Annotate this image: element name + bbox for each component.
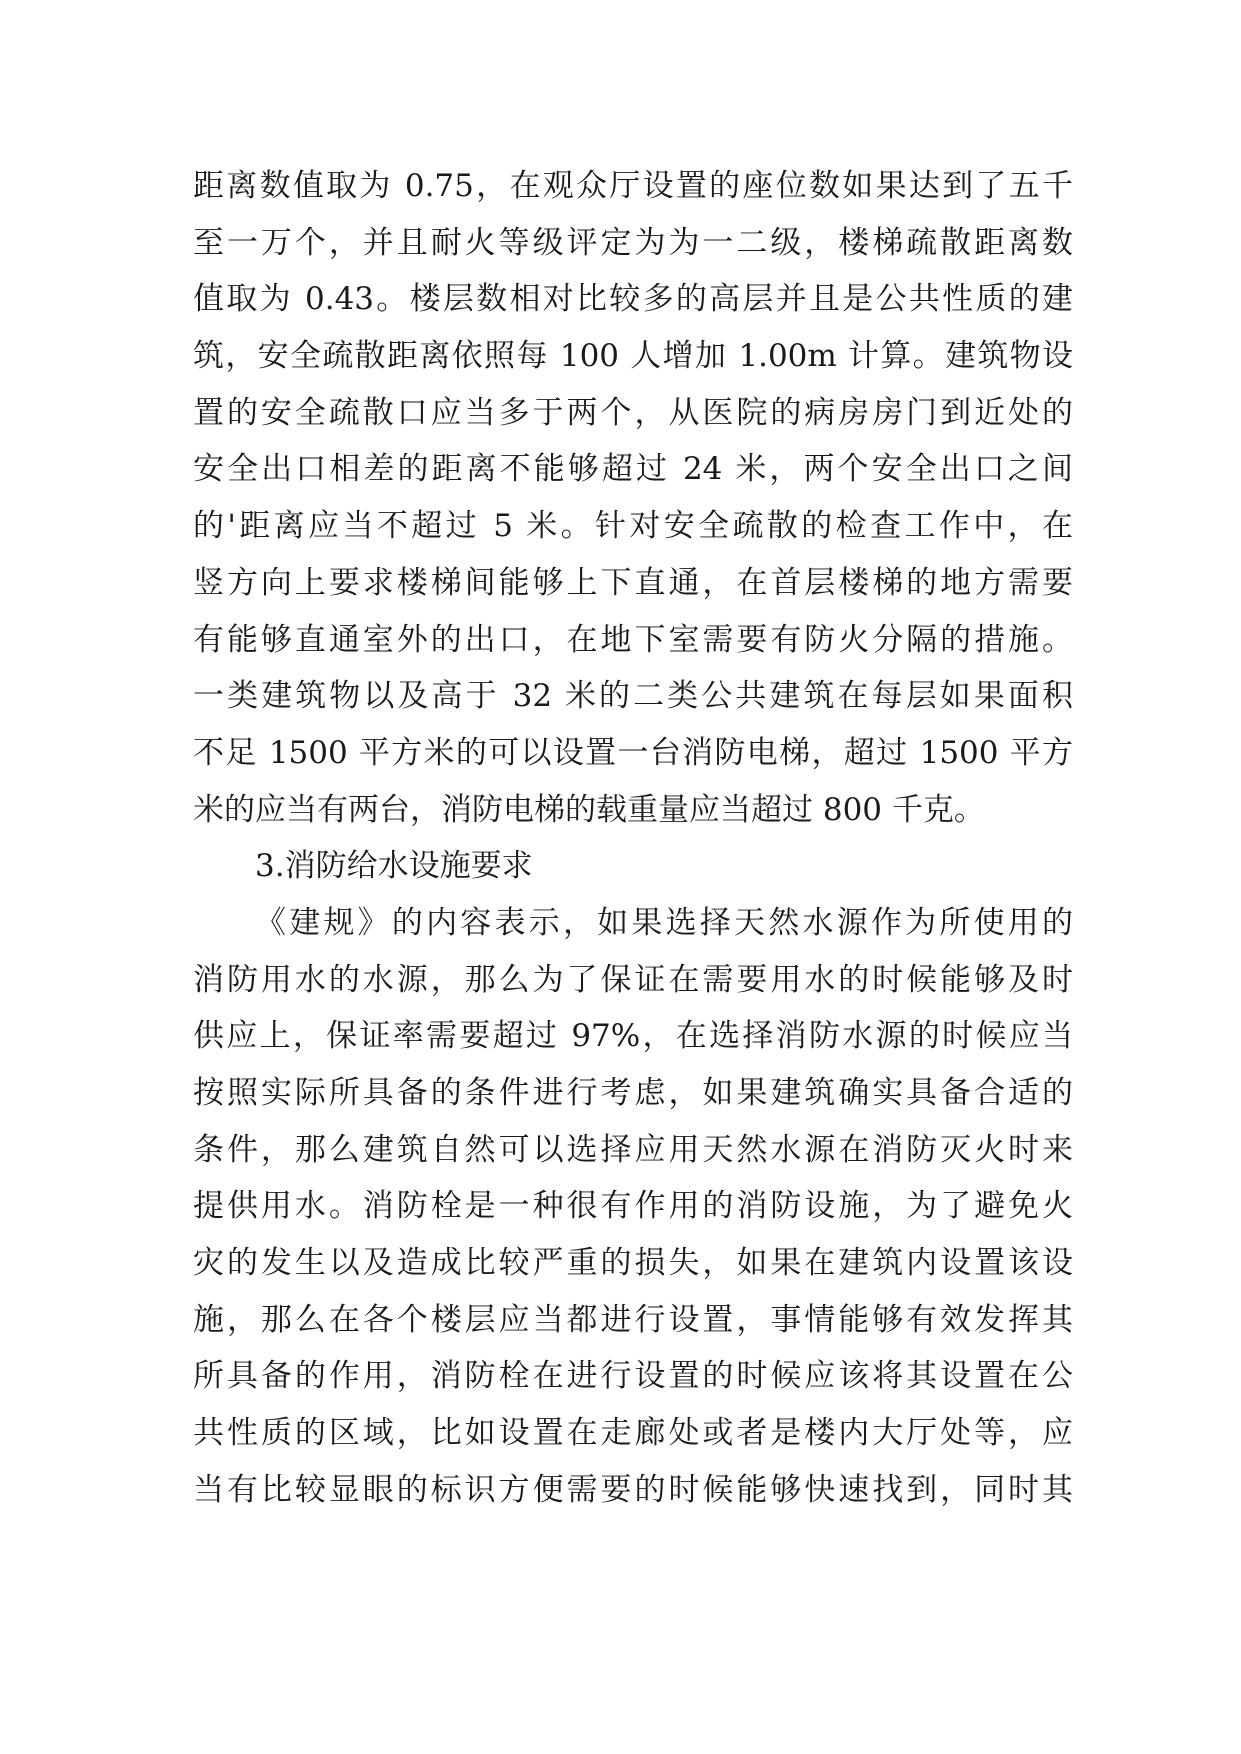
text-line: 的'距离应当不超过 5 米。针对安全疏散的检查工作中，在 bbox=[193, 508, 1073, 545]
text-line: 一类建筑物以及高于 32 米的二类公共建筑在每层如果面积 bbox=[193, 678, 1073, 715]
body-text bbox=[193, 158, 1073, 1519]
text-line: 安全出口相差的距离不能够超过 24 米，两个安全出口之间 bbox=[193, 451, 1073, 488]
paragraph-first-line: 《建规》的内容表示，如果选择天然水源作为所使用的 bbox=[255, 904, 1073, 941]
text-line: 施，那么在各个楼层应当都进行设置，事情能够有效发挥其 bbox=[193, 1301, 1073, 1338]
text-line: 按照实际所具备的条件进行考虑，如果建筑确实具备合适的 bbox=[193, 1075, 1073, 1111]
text-line: 条件，那么建筑自然可以选择应用天然水源在消防灭火时来 bbox=[193, 1131, 1073, 1168]
text-line: 当有比较显眼的标识方便需要的时候能够快速找到，同时其 bbox=[193, 1471, 1073, 1508]
text-line: 所具备的作用，消防栓在进行设置的时候应该将其设置在公 bbox=[193, 1358, 1073, 1395]
text-line: 共性质的区域，比如设置在走廊处或者是楼内大厅处等，应 bbox=[193, 1415, 1073, 1452]
text-line: 距离数值取为 0.75，在观众厅设置的座位数如果达到了五千 bbox=[193, 168, 1073, 204]
text-line: 竖方向上要求楼梯间能够上下直通，在首层楼梯的地方需要 bbox=[193, 564, 1073, 601]
text-line: 置的安全疏散口应当多于两个，从医院的病房房门到近处的 bbox=[193, 394, 1073, 431]
text-line: 有能够直通室外的出口，在地下室需要有防火分隔的措施。 bbox=[193, 621, 1073, 658]
section-heading: 3.消防给水设施要求 bbox=[255, 848, 533, 885]
text-line: 至一万个，并且耐火等级评定为为一二级，楼梯疏散距离数 bbox=[193, 224, 1073, 261]
text-line: 不足 1500 平方米的可以设置一台消防电梯，超过 1500 平方 bbox=[193, 734, 1073, 771]
text-line: 供应上，保证率需要超过 97%，在选择消防水源的时候应当 bbox=[193, 1018, 1073, 1055]
text-line: 消防用水的水源，那么为了保证在需要用水的时候能够及时 bbox=[193, 961, 1073, 998]
text-line: 灾的发生以及造成比较严重的损失，如果在建筑内设置该设 bbox=[193, 1245, 1073, 1282]
text-line: 筑，安全疏散距离依照每 100 人增加 1.00m 计算。建筑物设 bbox=[193, 338, 1073, 375]
paragraph-last-line: 米的应当有两台，消防电梯的载重量应当超过 800 千克。 bbox=[193, 791, 985, 828]
text-line: 值取为 0.43。楼层数相对比较多的高层并且是公共性质的建 bbox=[193, 281, 1073, 318]
text-line: 提供用水。消防栓是一种很有作用的消防设施，为了避免火 bbox=[193, 1188, 1073, 1225]
